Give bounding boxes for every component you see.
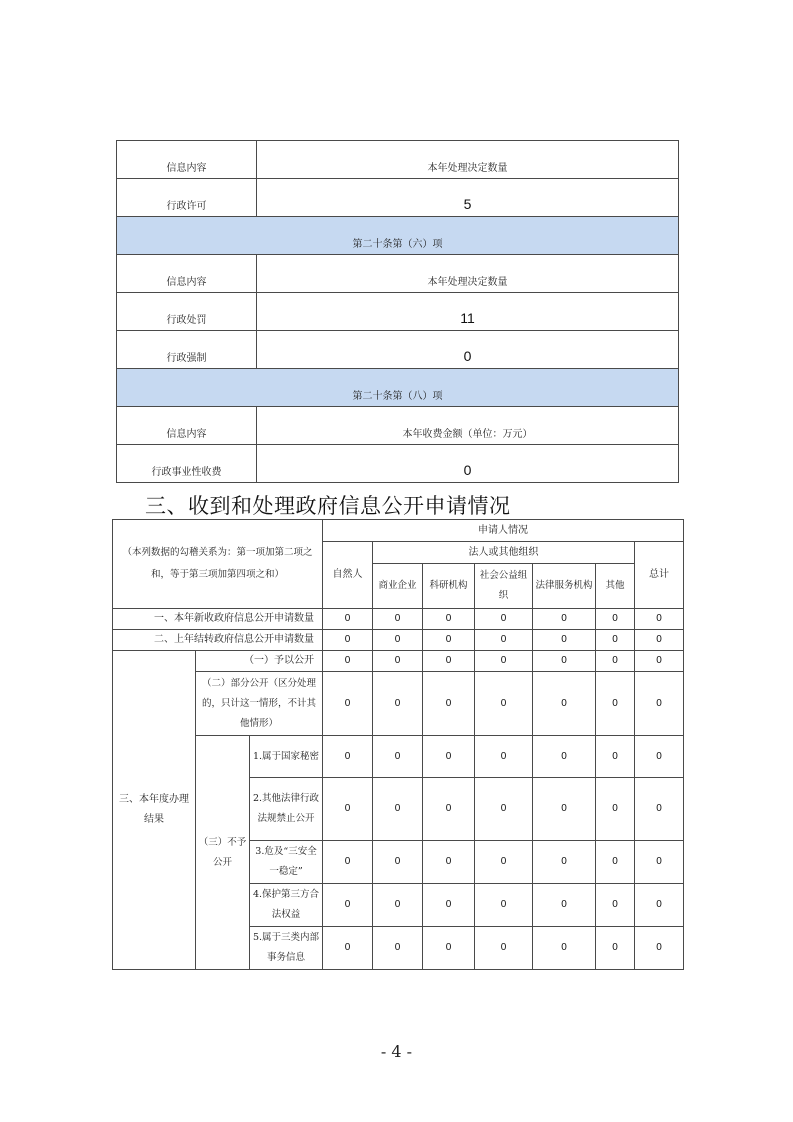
value-cell: 0 <box>635 778 684 841</box>
row-label: 5.属于三类内部事务信息 <box>250 927 323 970</box>
value-cell: 0 <box>373 927 423 970</box>
value-cell: 0 <box>475 609 533 630</box>
row-label: 3.危及“三安全一稳定” <box>250 841 323 884</box>
value-cell: 0 <box>596 736 635 778</box>
value-cell: 0 <box>533 927 596 970</box>
table-row <box>113 672 684 736</box>
column-header: 本年处理决定数量 <box>257 141 679 179</box>
value-cell: 0 <box>423 609 475 630</box>
section-band-row <box>117 217 679 255</box>
value-cell: 0 <box>323 609 373 630</box>
applicant-header: 申请人情况 <box>323 520 684 542</box>
value-cell: 0 <box>533 778 596 841</box>
value-cell: 0 <box>373 736 423 778</box>
item-value: 0 <box>257 445 679 483</box>
table-row <box>117 293 679 331</box>
value-cell: 0 <box>475 630 533 651</box>
value-cell: 0 <box>635 672 684 736</box>
value-cell: 0 <box>373 630 423 651</box>
row-label: 一、本年新收政府信息公开申请数量 <box>113 609 323 630</box>
table-row <box>113 736 684 778</box>
value-cell: 0 <box>635 927 684 970</box>
total-header: 总计 <box>635 542 684 609</box>
value-cell: 0 <box>423 927 475 970</box>
natural-person-header: 自然人 <box>323 542 373 609</box>
table-row <box>113 609 684 630</box>
legal-org-header: 法人或其他组织 <box>373 542 635 564</box>
item-value: 0 <box>257 331 679 369</box>
value-cell: 0 <box>423 672 475 736</box>
row-label: （二）部分公开（区分处理的，只计这一情形，不计其他情形） <box>196 672 323 736</box>
item-value: 11 <box>257 293 679 331</box>
value-cell: 0 <box>596 778 635 841</box>
value-cell: 0 <box>323 884 373 927</box>
value-cell: 0 <box>596 927 635 970</box>
value-cell: 0 <box>423 778 475 841</box>
value-cell: 0 <box>323 672 373 736</box>
article-band: 第二十条第（六）项 <box>117 217 679 255</box>
not-disclosed-label: （三）不予公开 <box>196 736 250 970</box>
article-band: 第二十条第（八）项 <box>117 369 679 407</box>
item-value: 5 <box>257 179 679 217</box>
value-cell: 0 <box>475 841 533 884</box>
value-cell: 0 <box>423 651 475 672</box>
value-cell: 0 <box>635 884 684 927</box>
value-cell: 0 <box>533 651 596 672</box>
value-cell: 0 <box>323 630 373 651</box>
col-header-legal-service: 法律服务机构 <box>533 564 596 609</box>
value-cell: 0 <box>533 884 596 927</box>
value-cell: 0 <box>475 736 533 778</box>
table-row <box>113 630 684 651</box>
value-cell: 0 <box>373 609 423 630</box>
value-cell: 0 <box>533 672 596 736</box>
value-cell: 0 <box>423 884 475 927</box>
row-label: 二、上年结转政府信息公开申请数量 <box>113 630 323 651</box>
value-cell: 0 <box>423 841 475 884</box>
value-cell: 0 <box>323 651 373 672</box>
section-title: 三、收到和处理政府信息公开申请情况 <box>145 494 511 518</box>
results-label: 三、本年度办理结果 <box>113 651 196 970</box>
row-label: 4.保护第三方合法权益 <box>250 884 323 927</box>
value-cell: 0 <box>475 927 533 970</box>
page-number: - 4 - <box>380 1042 413 1061</box>
value-cell: 0 <box>373 651 423 672</box>
table-row <box>117 331 679 369</box>
value-cell: 0 <box>635 736 684 778</box>
value-cell: 0 <box>635 609 684 630</box>
col-header-other: 其他 <box>596 564 635 609</box>
section-band-row <box>117 369 679 407</box>
column-header: 本年处理决定数量 <box>257 255 679 293</box>
value-cell: 0 <box>635 651 684 672</box>
value-cell: 0 <box>475 884 533 927</box>
value-cell: 0 <box>596 609 635 630</box>
col-header-research: 科研机构 <box>423 564 475 609</box>
table-row <box>117 179 679 217</box>
item-label: 行政许可 <box>117 179 257 217</box>
disclosure-stats-table <box>116 140 679 483</box>
row-label: 2.其他法律行政法规禁止公开 <box>250 778 323 841</box>
table-row <box>117 407 679 445</box>
value-cell: 0 <box>373 841 423 884</box>
value-cell: 0 <box>635 841 684 884</box>
item-label: 行政强制 <box>117 331 257 369</box>
value-cell: 0 <box>323 841 373 884</box>
col-header-commercial: 商业企业 <box>373 564 423 609</box>
item-label: 行政处罚 <box>117 293 257 331</box>
value-cell: 0 <box>635 630 684 651</box>
item-label: 行政事业性收费 <box>117 445 257 483</box>
value-cell: 0 <box>596 630 635 651</box>
row-label: 1.属于国家秘密 <box>250 736 323 778</box>
value-cell: 0 <box>423 630 475 651</box>
value-cell: 0 <box>423 736 475 778</box>
value-cell: 0 <box>323 927 373 970</box>
item-label: 信息内容 <box>117 141 257 179</box>
row-label: （一）予以公开 <box>196 651 323 672</box>
request-handling-table <box>112 519 684 970</box>
value-cell: 0 <box>533 609 596 630</box>
value-cell: 0 <box>475 651 533 672</box>
reconciliation-note: （本列数据的勾稽关系为：第一项加第二项之和，等于第三项加第四项之和） <box>113 520 323 609</box>
value-cell: 0 <box>475 672 533 736</box>
table-row <box>117 445 679 483</box>
value-cell: 0 <box>533 736 596 778</box>
value-cell: 0 <box>596 672 635 736</box>
value-cell: 0 <box>475 778 533 841</box>
column-header: 本年收费金额（单位：万元） <box>257 407 679 445</box>
item-label: 信息内容 <box>117 407 257 445</box>
value-cell: 0 <box>323 736 373 778</box>
table-row <box>117 141 679 179</box>
value-cell: 0 <box>373 778 423 841</box>
value-cell: 0 <box>373 672 423 736</box>
value-cell: 0 <box>373 884 423 927</box>
value-cell: 0 <box>596 841 635 884</box>
table-row <box>117 255 679 293</box>
item-label: 信息内容 <box>117 255 257 293</box>
value-cell: 0 <box>533 630 596 651</box>
value-cell: 0 <box>323 778 373 841</box>
value-cell: 0 <box>596 884 635 927</box>
value-cell: 0 <box>533 841 596 884</box>
table-row <box>113 651 684 672</box>
value-cell: 0 <box>596 651 635 672</box>
col-header-public-welfare: 社会公益组织 <box>475 564 533 609</box>
